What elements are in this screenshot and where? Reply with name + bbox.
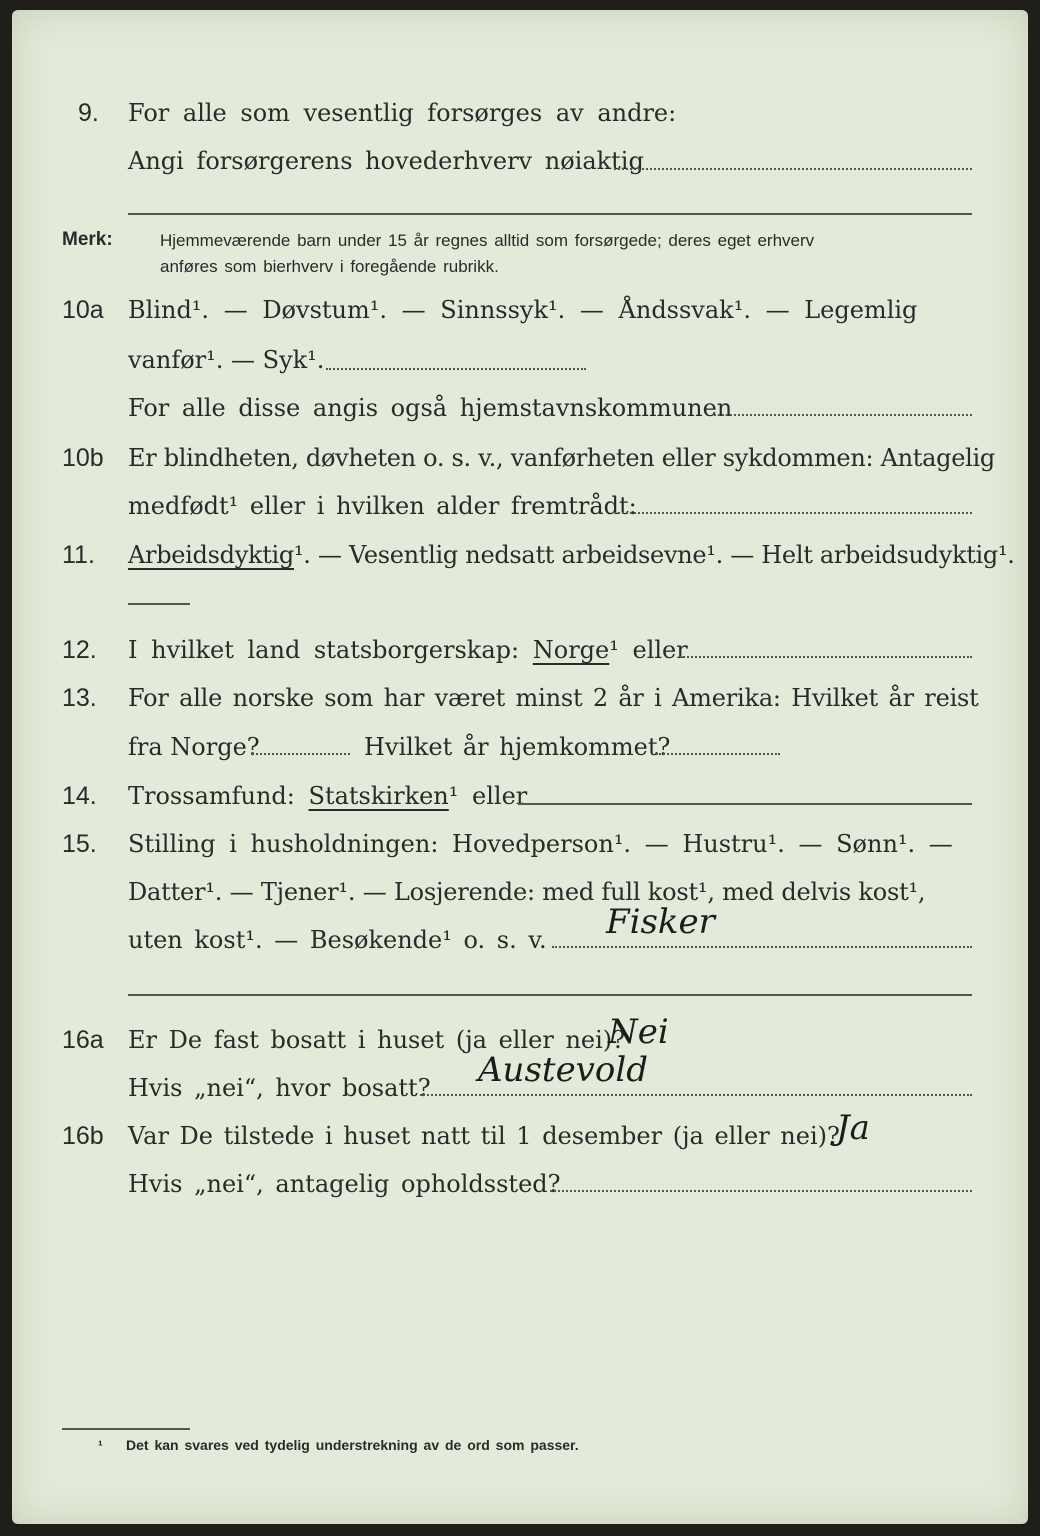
q12-answer-line <box>680 656 972 658</box>
q16b-answer-line <box>550 1190 972 1192</box>
footnote-mark: ¹ <box>98 1437 103 1453</box>
q13-line2a: fra Norge? <box>128 733 260 761</box>
q16a-number: 16a <box>62 1026 104 1054</box>
q11-number: 11. <box>62 541 95 569</box>
q16a-answer-line <box>420 1094 972 1096</box>
q16b-number: 16b <box>62 1122 104 1150</box>
q12-norge-underlined: Norge <box>532 636 610 664</box>
q16b-line2: Hvis „nei“, antagelig opholdssted? <box>128 1170 561 1198</box>
q15-answer-line <box>552 946 972 948</box>
q15-line1: Stilling i husholdningen: Hovedperson¹. — Hustru¹. — Sønn¹. — <box>128 830 953 858</box>
q9-line1: For alle som vesentlig forsørges av andre: <box>128 99 677 127</box>
q12-suffix: ¹ eller <box>609 636 688 664</box>
q9-number: 9. <box>78 99 99 127</box>
q15-line3: uten kost¹. — Besøkende¹ o. s. v. <box>128 926 547 954</box>
q16a-line1: Er De fast bosatt i huset (ja eller nei)? <box>128 1026 626 1054</box>
q11-line-rest: ¹. — Vesentlig nedsatt arbeidsevne¹. — Helt arbeidsudyktig¹. <box>293 541 1015 569</box>
q10a-line2: vanfør¹. — Syk¹. <box>128 346 325 374</box>
q16a-line2: Hvis „nei“, hvor bosatt? <box>128 1074 431 1102</box>
merk-label: Merk: <box>62 229 113 250</box>
q14-prefix: Trossamfund: <box>128 782 295 810</box>
q16b-handwritten-answer1: Ja <box>836 1108 870 1148</box>
q14-number: 14. <box>62 782 97 810</box>
q15-answer-rule <box>128 994 972 996</box>
q10b-number: 10b <box>62 444 104 472</box>
q13-line1: For alle norske som har været minst 2 år i Amerika: Hvilket år reist <box>128 684 979 712</box>
q13-year-left-line <box>252 753 350 755</box>
footnote-text: Det kan svares ved tydelig understrekning av de ord som passer. <box>126 1437 579 1453</box>
q13-line2b: Hvilket år hjemkommet? <box>364 733 671 761</box>
q11-line <box>128 543 1015 567</box>
q14-line <box>128 784 527 808</box>
q10b-line2: medfødt¹ eller i hvilken alder fremtrådt: <box>128 492 637 520</box>
q11-arbeidsdyktig-underlined: Arbeidsdyktig <box>128 541 294 569</box>
q10a-number: 10a <box>62 296 104 324</box>
q14-statskirken-underlined: Statskirken <box>308 782 449 810</box>
q15-number: 15. <box>62 830 97 858</box>
q16b-line1: Var De tilstede i huset natt til 1 desember (ja eller nei)? <box>128 1122 840 1150</box>
q10a-kommune-line <box>714 414 972 416</box>
q13-number: 13. <box>62 684 97 712</box>
q9-line2: Angi forsørgerens hovederhverv nøiaktig <box>128 147 644 175</box>
q12-number: 12. <box>62 636 97 664</box>
q14-answer-line <box>518 803 972 805</box>
q15-handwritten-answer: Fisker <box>606 902 715 942</box>
q9-answer-line <box>614 168 972 170</box>
merk-line1: Hjemmeværende barn under 15 år regnes alltid som forsørgede; deres eget erhverv <box>160 231 815 250</box>
q10a-syk-line <box>326 368 586 370</box>
q16a-handwritten-answer2: Austevold <box>478 1050 648 1090</box>
q10b-line1: Er blindheten, døvheten o. s. v., vanførheten eller sykdommen: Antagelig <box>128 444 995 472</box>
q14-suffix: ¹ eller <box>448 782 528 810</box>
q11-short-rule <box>128 603 190 605</box>
q13-year-returned-line <box>656 753 780 755</box>
q12-prefix: I hvilket land statsborgerskap: <box>128 636 520 664</box>
q15-line2: Datter¹. — Tjener¹. — Losjerende: med full kost¹, med delvis kost¹, <box>128 878 926 906</box>
footnote-rule <box>62 1428 190 1430</box>
q9-answer-rule <box>128 213 972 215</box>
q12-line <box>128 638 688 662</box>
q10a-line3: For alle disse angis også hjemstavnskommunen <box>128 394 733 422</box>
merk-line2: anføres som bierhverv i foregående rubrikk. <box>160 257 499 276</box>
q10a-line1: Blind¹. — Døvstum¹. — Sinnssyk¹. — Åndssvak¹. — Legemlig <box>128 296 918 324</box>
q10b-answer-line <box>614 512 972 514</box>
q16a-handwritten-answer1: Nei <box>608 1012 669 1052</box>
